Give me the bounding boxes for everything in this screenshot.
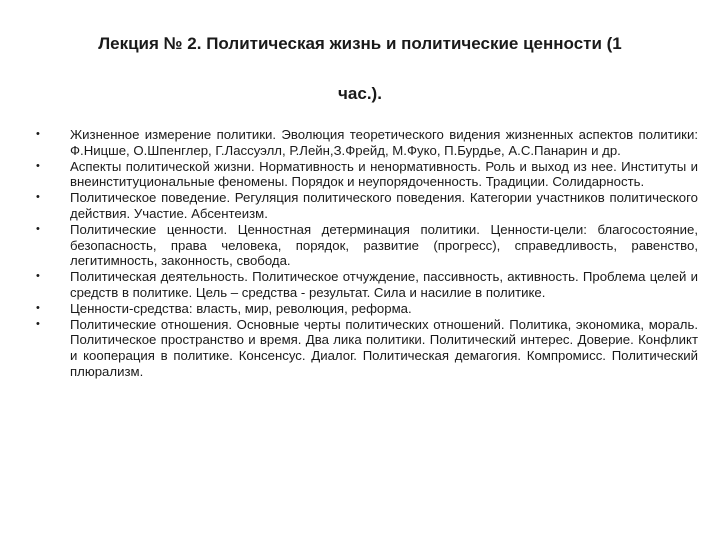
- slide-title: [30, 30, 690, 108]
- list-item: [36, 190, 698, 222]
- bullet-icon: •: [36, 317, 40, 330]
- bullet-icon: •: [36, 159, 40, 172]
- list-item: [36, 269, 698, 301]
- list-item-text: Политическое поведение. Регуляция политического поведения. Категории участников политического действия. Участие. Абсентеизм.: [70, 190, 698, 221]
- list-item: [36, 159, 698, 191]
- list-item: [36, 301, 698, 317]
- list-item-text: Аспекты политической жизни. Нормативность и ненормативность. Роль и выход из нее. Институты и внеинституциональные феномены. Порядок и неупорядоченность. Традиции. Солидарность.: [70, 158, 698, 190]
- title-line-1: Лекция № 2. Политическая жизнь и политические ценности (1: [98, 34, 622, 53]
- list-item: [36, 127, 698, 159]
- list-item-text: Политическая деятельность. Политическое отчуждение, пассивность, активность. Проблема целей и средств в политике. Цель – средства - результат. Сила и насилие в политике.: [70, 269, 698, 300]
- bullet-icon: •: [36, 128, 40, 140]
- title-line-2: час.).: [338, 84, 382, 103]
- bullet-icon: •: [36, 270, 40, 283]
- list-item-text: Политические ценности. Ценностная детерминация политики. Ценности-цели: благосостояние, безопасность, права человека, порядок, развитие (прогресс), справедливость, равенство, легитимность, законность, свобода.: [70, 221, 698, 269]
- list-item: [36, 317, 698, 380]
- bullet-icon: •: [36, 222, 40, 235]
- bullet-icon: •: [36, 301, 40, 314]
- list-item: [36, 222, 698, 269]
- list-item-text: Жизненное измерение политики. Эволюция теоретического видения жизненных аспектов политики: Ф.Ницше, О.Шпенглер, Г.Лассуэлл, Р.Лейн,З.Фрейд, М.Фуко, П.Бурдье, А.С.Панарин и др.: [70, 127, 698, 158]
- bullet-icon: •: [36, 191, 40, 204]
- list-item-text: Политические отношения. Основные черты политических отношений. Политика, экономика, мораль. Политическое пространство и время. Два лика политики. Политический интерес. Доверие. Конфликт и кооперация в политике. Консенсус. Диалог. Политическая демагогия. Компромисс. Политический плюрализм.: [70, 316, 698, 379]
- list-item-text: Ценности-средства: власть, мир, революция, реформа.: [70, 300, 412, 316]
- bullet-list: [36, 127, 698, 380]
